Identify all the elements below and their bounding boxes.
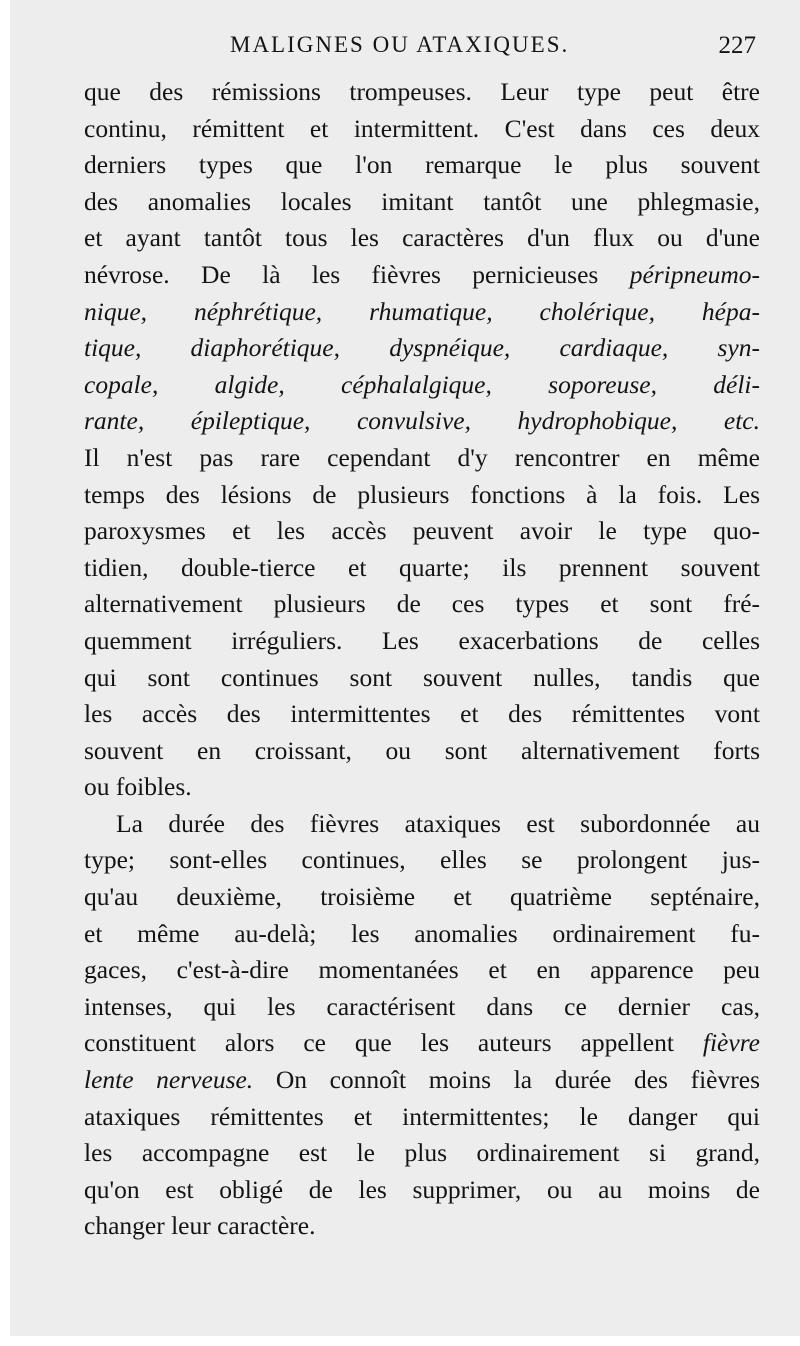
text-line (84, 660, 760, 697)
text-line-content: les accès des intermittentes et des rémittentes vont (84, 699, 760, 729)
text-line-content: tidien, double-tierce et quarte; ils prennent souvent (84, 552, 760, 582)
text-line-content: quemment irréguliers. Les exacerbations de celles (84, 625, 760, 655)
text-line-content: ataxiques rémittentes et intermittentes; le danger qui (84, 1101, 760, 1131)
text-line-content: alternativement plusieurs de ces types et sont fré- (84, 589, 760, 619)
text-line (84, 623, 760, 660)
text-line (84, 879, 760, 916)
text-line (84, 367, 760, 404)
text-line-content: type; sont-elles continues, elles se prolongent jus- (84, 845, 760, 875)
text-line-content: changer leur caractère. (84, 1211, 316, 1241)
text-line-content: rante, épileptique, convulsive, hydrophobique, etc. (84, 406, 760, 436)
text-line (84, 916, 760, 953)
text-line-content: La durée des fièvres ataxiques est subordonnée au (116, 808, 760, 838)
scan-margin-left (0, 0, 10, 1346)
text-line (84, 330, 760, 367)
text-line-content: ou foibles. (84, 772, 192, 802)
text-line-content: souvent en croissant, ou sont alternativement forts (84, 735, 760, 765)
text-line-content: temps des lésions de plusieurs fonctions à la fois. Les (84, 479, 760, 509)
italic-run: lente nerveuse. (84, 1065, 254, 1095)
text-line (84, 1099, 760, 1136)
text-line-content: les accompagne est le plus ordinairement si grand, (84, 1138, 760, 1168)
text-line (84, 184, 760, 221)
text-line (84, 294, 760, 331)
text-line-content: tique, diaphorétique, dyspnéique, cardiaque, syn- (84, 333, 760, 363)
italic-run: fièvre (702, 1028, 760, 1058)
text-line (84, 989, 760, 1026)
text-line (84, 111, 760, 148)
text-line-content: paroxysmes et les accès peuvent avoir le type quo- (84, 516, 760, 546)
text-line-content: nique, néphrétique, rhumatique, cholérique, hépa- (84, 296, 760, 326)
text-line (84, 440, 760, 477)
text-line (84, 477, 760, 514)
text-line-content: derniers types que l'on remarque le plus souvent (84, 150, 760, 180)
text-line-content: lente nerveuse. On connoît moins la durée des fièvres (84, 1065, 760, 1095)
text-line-content: continu, rémittent et intermittent. C'est dans ces deux (84, 113, 760, 143)
text-line (84, 257, 760, 294)
text-line (84, 403, 760, 440)
text-line (84, 74, 760, 111)
running-title: MALIGNES OU ATAXIQUES. (230, 32, 570, 57)
text-line (84, 1062, 760, 1099)
page-number: 227 (718, 32, 756, 59)
text-line (84, 147, 760, 184)
text-line-content: constituent alors ce que les auteurs appellent fièvre (84, 1028, 760, 1058)
text-line (84, 769, 760, 806)
text-line (84, 1135, 760, 1172)
text-line (84, 842, 760, 879)
text-line-content: que des rémissions trompeuses. Leur type peut être (84, 77, 760, 106)
text-line-content: et même au-delà; les anomalies ordinairement fu- (84, 918, 760, 948)
text-line (84, 1208, 760, 1245)
text-line-content: des anomalies locales imitant tantôt une phlegmasie, (84, 186, 760, 216)
text-line-content: Il n'est pas rare cependant d'y rencontrer en même (84, 442, 760, 472)
body-text (84, 74, 760, 1245)
text-line-content: névrose. De là les fièvres pernicieuses péripneumo- (84, 259, 760, 289)
text-line-content: qui sont continues sont souvent nulles, tandis que (84, 662, 760, 692)
text-line-content: qu'on est obligé de les supprimer, ou au moins de (84, 1174, 760, 1204)
scan-margin-bottom (0, 1336, 800, 1346)
text-line-content: intenses, qui les caractérisent dans ce dernier cas, (84, 991, 760, 1021)
text-line-content: gaces, c'est-à-dire momentanées et en apparence peu (84, 955, 760, 985)
text-line (84, 550, 760, 587)
page-header (70, 32, 770, 68)
text-line (84, 1025, 760, 1062)
italic-run: péripneumo- (629, 259, 760, 289)
text-line (84, 696, 760, 733)
text-line (84, 1172, 760, 1209)
text-line (84, 220, 760, 257)
text-line (84, 513, 760, 550)
text-line-content: et ayant tantôt tous les caractères d'un flux ou d'une (84, 223, 760, 253)
text-line (84, 586, 760, 623)
text-line-content: copale, algide, céphalalgique, soporeuse, déli- (84, 369, 760, 399)
text-line (84, 733, 760, 770)
text-line (84, 952, 760, 989)
text-line (84, 806, 760, 843)
text-line-content: qu'au deuxième, troisième et quatrième septénaire, (84, 882, 760, 912)
